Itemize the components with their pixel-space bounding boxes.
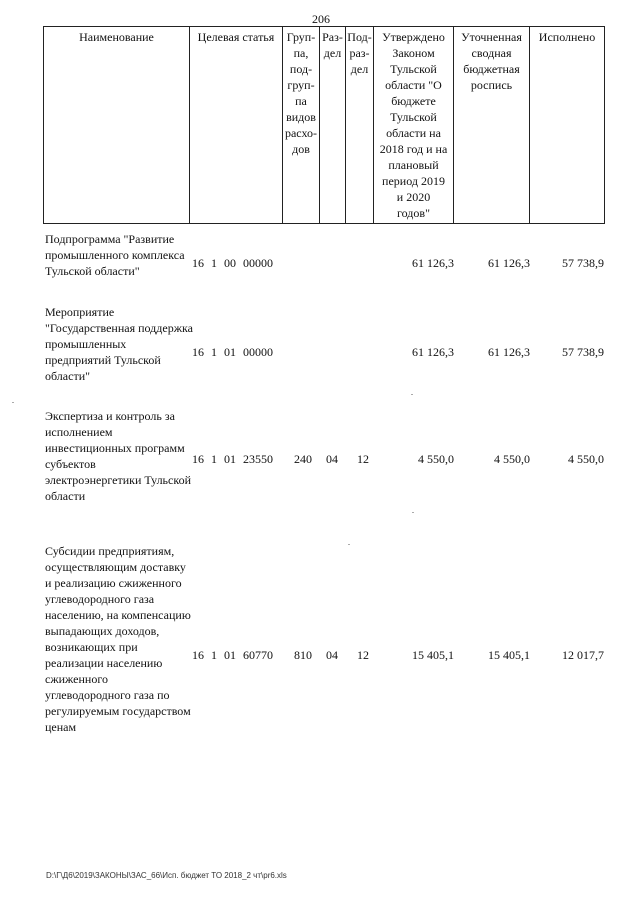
header-refined: Уточненная сводная бюджетная роспись: [454, 27, 530, 224]
scan-speck: [348, 544, 350, 545]
row-group: 240: [294, 452, 312, 466]
header-subsection: Под- раз- дел: [346, 27, 374, 224]
table-header: [43, 26, 605, 224]
row-name: Подпрограмма "Развитие промышленного комплекса Тульской области": [45, 232, 185, 278]
scan-speck: [12, 402, 14, 403]
row-approved: 61 126,3: [412, 345, 454, 359]
row-refined: 15 405,1: [488, 648, 530, 662]
row-group: 810: [294, 648, 312, 662]
row-approved: 15 405,1: [412, 648, 454, 662]
row-name: Экспертиза и контроль за исполнением инвестиционных программ субъектов электроэнергетики Тульской области: [45, 409, 191, 503]
header-target: Целевая статья: [190, 27, 283, 224]
row-target: 16 1 01 23550: [192, 452, 273, 466]
row-subsection: 12: [357, 648, 369, 662]
row-refined: 61 126,3: [488, 345, 530, 359]
row-subsection: 12: [357, 452, 369, 466]
header-group: Груп- па, под- груп- па видов расхо- дов: [283, 27, 320, 224]
file-path-footer: D:\Г\Д6\2019\ЗАКОНЫ\ЗАС_66\Исп. бюджет ТО 2018_2 чт\рr6.xls: [46, 871, 287, 880]
header-name: Наименование: [44, 27, 190, 224]
row-target: 16 1 01 00000: [192, 345, 273, 359]
row-name: Мероприятие "Государственная поддержка промышленных предприятий Тульской области": [45, 305, 193, 383]
row-executed: 57 738,9: [562, 345, 604, 359]
header-section: Раз- дел: [320, 27, 346, 224]
row-refined: 61 126,3: [488, 256, 530, 270]
scan-speck: [411, 394, 413, 395]
row-section: 04: [326, 648, 338, 662]
row-executed: 12 017,7: [562, 648, 604, 662]
row-approved: 4 550,0: [418, 452, 454, 466]
row-target: 16 1 01 60770: [192, 648, 273, 662]
page-number: 206: [312, 12, 330, 26]
scan-speck: [412, 512, 414, 513]
row-executed: 4 550,0: [568, 452, 604, 466]
header-executed: Исполнено: [530, 27, 605, 224]
row-target: 16 1 00 00000: [192, 256, 273, 270]
row-approved: 61 126,3: [412, 256, 454, 270]
header-approved: Утверждено Законом Тульской области "О бюджете Тульской области на 2018 год и на плановый период 2019 и 2020 годов": [374, 27, 454, 224]
row-name: Субсидии предприятиям, осуществляющим доставку и реализацию сжиженного углеводородного газа населению, на компенсацию выпадающих доходов, возникающих при реализации населению сжиженного углеводородного газа по регулируемым государством ценам: [45, 544, 191, 734]
row-executed: 57 738,9: [562, 256, 604, 270]
row-refined: 4 550,0: [494, 452, 530, 466]
row-section: 04: [326, 452, 338, 466]
